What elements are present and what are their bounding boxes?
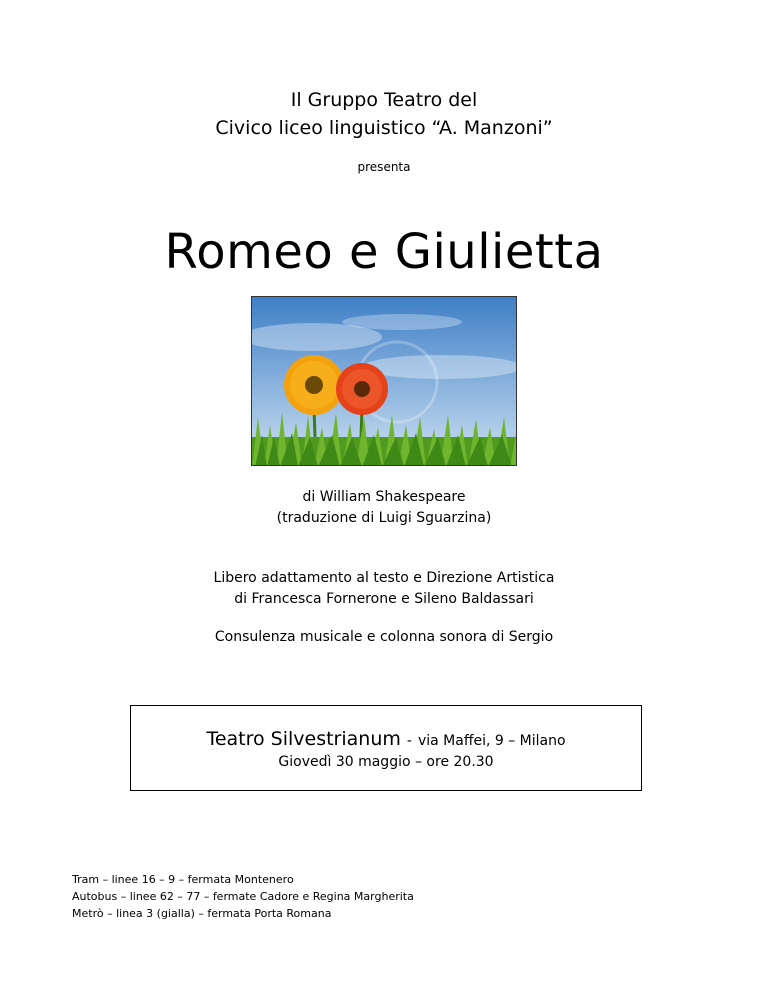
author-block bbox=[0, 487, 768, 529]
music-credit: Consulenza musicale e colonna sonora di Sergio bbox=[214, 629, 554, 645]
organizer-heading bbox=[0, 86, 768, 142]
play-title: Romeo e Giulietta bbox=[164, 224, 604, 280]
venue-box bbox=[130, 705, 642, 791]
adaptation-block bbox=[0, 568, 768, 610]
venue-name: Teatro Silvestrianum bbox=[206, 728, 401, 750]
author-line: di William Shakespeare bbox=[302, 489, 466, 505]
venue-datetime: Giovedì 30 maggio – ore 20.30 bbox=[278, 754, 494, 770]
venue-address: via Maffei, 9 – Milano bbox=[417, 733, 566, 749]
transport-tram: Tram – linee 16 – 9 – fermata Montenero bbox=[72, 873, 294, 886]
translation-line: (traduzione di Luigi Sguarzina) bbox=[276, 510, 492, 526]
organizer-line-2: Civico liceo linguistico “A. Manzoni” bbox=[215, 117, 553, 139]
venue-separator: - bbox=[406, 733, 412, 749]
transport-metro: Metrò – linea 3 (gialla) – fermata Porta Romana bbox=[72, 907, 332, 920]
organizer-line-1: Il Gruppo Teatro del bbox=[290, 89, 478, 111]
presents-label: presenta bbox=[357, 160, 411, 174]
venue-line bbox=[131, 728, 641, 750]
transport-info bbox=[72, 871, 414, 922]
adaptation-line-2: di Francesca Fornerone e Sileno Baldassari bbox=[234, 591, 534, 607]
flowers-photo bbox=[251, 296, 517, 466]
transport-bus: Autobus – linee 62 – 77 – fermate Cadore e Regina Margherita bbox=[72, 890, 414, 903]
adaptation-line-1: Libero adattamento al testo e Direzione Artistica bbox=[213, 570, 555, 586]
